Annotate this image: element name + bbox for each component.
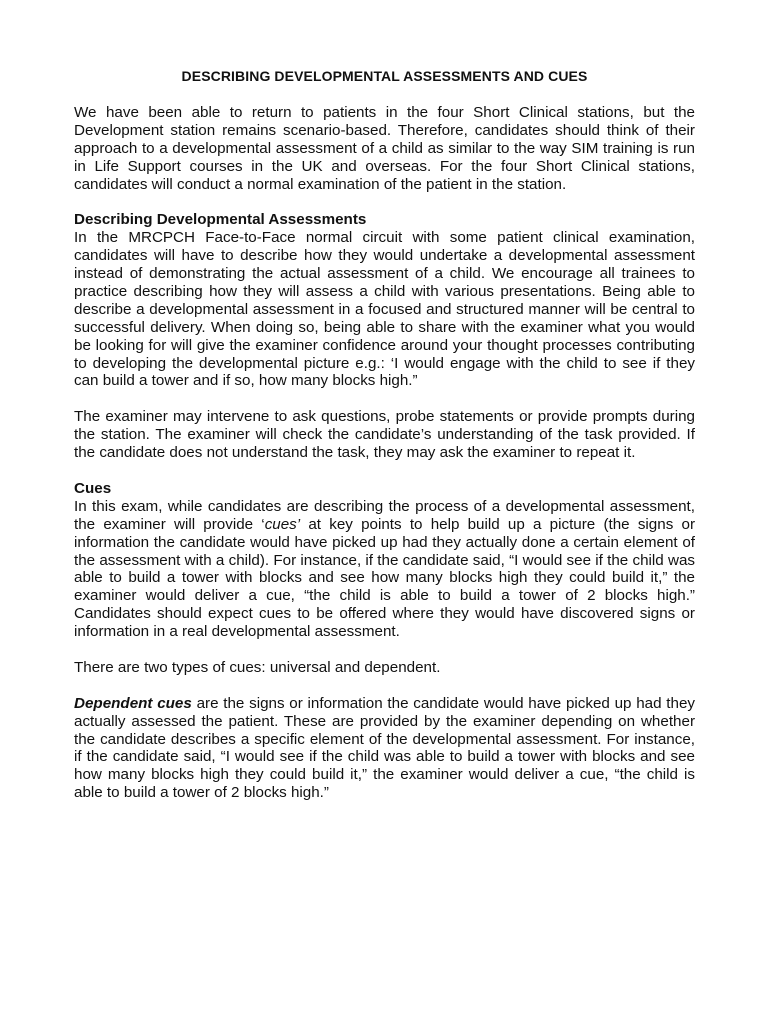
section-heading-describing: Describing Developmental Assessments [74, 211, 367, 229]
cues-paragraph-2: There are two types of cues: universal and dependent. [74, 658, 441, 676]
dependent-cues-text: are the signs or information the candidate would have picked up had they actually assessed the patient. These are provided by the examiner depending on whether the candidate describes a specific element of the developmental assessment. For instance, if the candidate said, “I would see if the child was able to build a tower with blocks and see how many blocks high they could build it,” the examiner would deliver a cue, “the child is able to build a tower of 2 blocks high.” [74, 694, 695, 802]
document-title: DESCRIBING DEVELOPMENTAL ASSESSMENTS AND CUES [181, 68, 588, 84]
intro-paragraph: We have been able to return to patients in the four Short Clinical stations, but the Development station remains scenario-based. Therefore, candidates should think of their approach to a developmental assessment of a child as similar to the way SIM training is run in Life Support courses in the UK and overseas. For the four Short Clinical stations, candidates will conduct a normal examination of the patient in the station. [74, 103, 695, 193]
dependent-cues-term: Dependent cues [74, 694, 192, 712]
cues-paragraph-1-end: at key points to help build up a picture (the signs or information the candidate would have picked up had they actually done a certain element of the assessment with a child). For instance, if the candidate said, “I would see if the child was able to build a tower with blocks and see how many blocks high they could build it,” the examiner would deliver a cue, “the child is able to build a tower of 2 blocks high.” Candidates should expect cues to be offered where they would have discovered signs or information in a real developmental assessment. [74, 515, 695, 641]
document-page [74, 68, 695, 820]
cues-paragraph-1 [74, 498, 695, 641]
section-heading-cues: Cues [74, 479, 112, 497]
describing-paragraph-1: In the MRCPCH Face-to-Face normal circuit with some patient clinical examination, candidates will have to describe how they would undertake a developmental assessment instead of demonstrating the actual assessment of a child. We encourage all trainees to practice describing how they will assess a child with various presentations. Being able to describe a developmental assessment in a focused and structured manner will be central to successful delivery. When doing so, being able to share with the examiner what you would be looking for will give the examiner confidence around your thought processes contributing to developing the developmental picture e.g.: ‘I would engage with the child to see if they can build a tower and if so, how many blocks high.” [74, 229, 695, 390]
cues-paragraph-1-start: In this exam, while candidates are describing the process of a developmental assessment, the examiner will provide ‘ [74, 497, 695, 533]
cues-paragraph-3 [74, 695, 695, 802]
describing-paragraph-2: The examiner may intervene to ask questions, probe statements or provide prompts during the station. The examiner will check the candidate’s understanding of the task provided. If the candidate does not understand the task, they may ask the examiner to repeat it. [74, 408, 695, 462]
cues-emphasis: cues’ [264, 515, 301, 533]
